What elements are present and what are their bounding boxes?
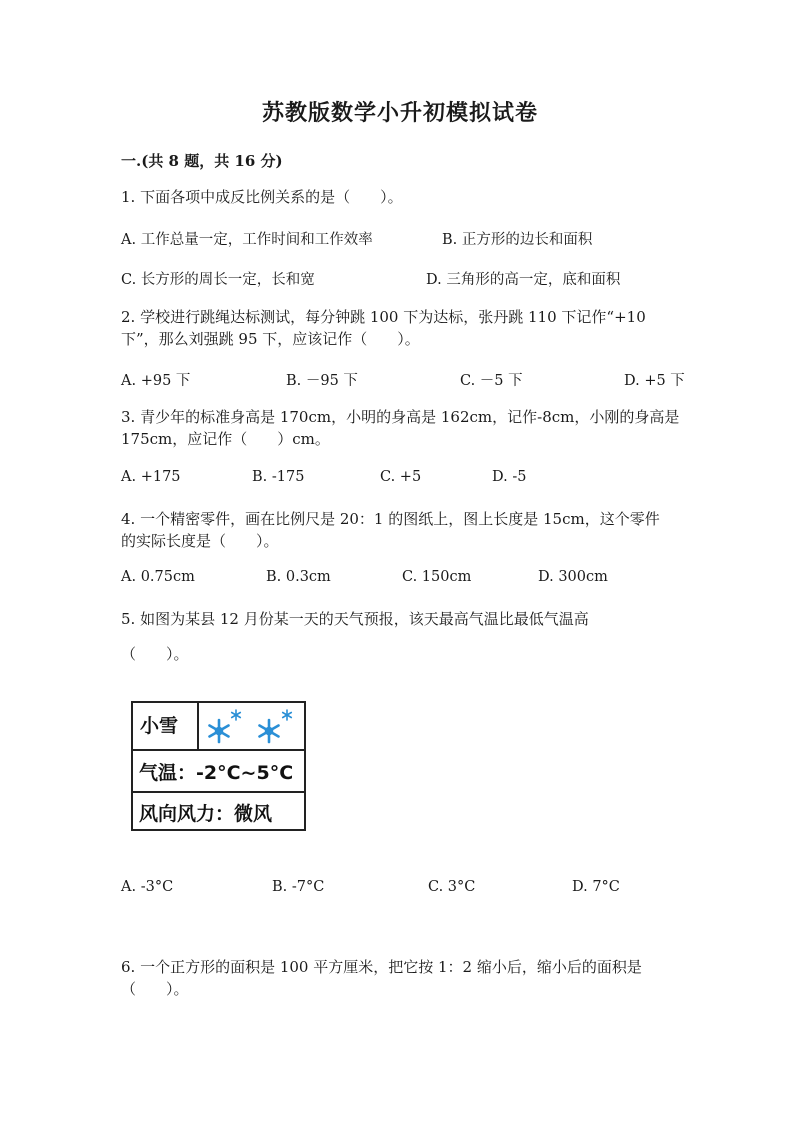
weather-condition: 小雪 xyxy=(133,703,199,749)
weather-row-temperature xyxy=(133,749,304,793)
question-6-text-line-1: 6. 一个正方形的面积是 100 平方厘米，把它按 1：2 缩小后，缩小后的面积是 xyxy=(121,958,642,976)
question-2-option-c: C. －5 下 xyxy=(460,373,523,389)
question-5-option-d: D. 7°C xyxy=(572,879,620,895)
question-1-option-b: B. 正方形的边长和面积 xyxy=(442,232,593,248)
question-1-option-c: C. 长方形的周长一定，长和宽 xyxy=(121,272,315,288)
question-5-text-line-2: （ ）。 xyxy=(121,645,189,663)
question-4-option-b: B. 0.3cm xyxy=(266,569,331,585)
question-6-text-line-2: （ ）。 xyxy=(121,980,189,998)
question-5-option-c: C. 3°C xyxy=(428,879,476,895)
weather-row-condition xyxy=(133,703,304,751)
question-4-option-c: C. 150cm xyxy=(402,569,472,585)
question-3-option-c: C. +5 xyxy=(380,469,422,485)
snowflake-icon xyxy=(260,720,279,742)
question-4-text-line-1: 4. 一个精密零件，画在比例尺是 20：1 的图纸上，图上长度是 15cm，这个零件 xyxy=(121,510,660,528)
snowflake-icons xyxy=(201,707,305,745)
question-2-text-line-1: 2. 学校进行跳绳达标测试，每分钟跳 100 下为达标，张丹跳 110 下记作“+10 xyxy=(121,308,646,326)
question-3-option-b: B. -175 xyxy=(252,469,305,485)
question-5-option-b: B. -7°C xyxy=(272,879,325,895)
question-4-text-line-2: 的实际长度是（ ）。 xyxy=(121,532,279,550)
section-heading: 一.(共 8 题，共 16 分) xyxy=(121,152,283,170)
question-3-option-d: D. -5 xyxy=(492,469,527,485)
question-5-option-a: A. -3°C xyxy=(121,879,174,895)
question-3-option-a: A. +175 xyxy=(121,469,181,485)
question-1-option-a: A. 工作总量一定，工作时间和工作效率 xyxy=(121,232,373,248)
question-2-option-d: D. +5 下 xyxy=(624,373,685,389)
question-2-option-a: A. +95 下 xyxy=(121,373,191,389)
question-3-text-line-2: 175cm，应记作（ ）cm。 xyxy=(121,430,330,448)
question-1-text: 1. 下面各项中成反比例关系的是（ ）。 xyxy=(121,188,403,206)
weather-forecast-card xyxy=(131,701,306,831)
question-4-option-d: D. 300cm xyxy=(538,569,608,585)
question-4-option-a: A. 0.75cm xyxy=(121,569,195,585)
snowflake-icon xyxy=(283,710,292,720)
question-1-option-d: D. 三角形的高一定，底和面积 xyxy=(426,272,621,288)
snowflake-icon xyxy=(210,720,229,742)
question-5-text-line-1: 5. 如图为某县 12 月份某一天的天气预报，该天最高气温比最低气温高 xyxy=(121,610,589,628)
weather-temperature: 气温：-2°C~5°C xyxy=(139,762,294,784)
snowflake-icon xyxy=(232,710,241,720)
question-3-text-line-1: 3. 青少年的标准身高是 170cm，小明的身高是 162cm，记作-8cm，小刚的身高是 xyxy=(121,408,680,426)
weather-wind: 风向风力：微风 xyxy=(139,803,273,825)
question-2-text-line-2: 下”，那么刘强跳 95 下，应该记作（ ）。 xyxy=(121,330,420,348)
page-title: 苏教版数学小升初模拟试卷 xyxy=(261,100,538,126)
weather-row-wind xyxy=(133,791,304,831)
question-2-option-b: B. －95 下 xyxy=(286,373,358,389)
